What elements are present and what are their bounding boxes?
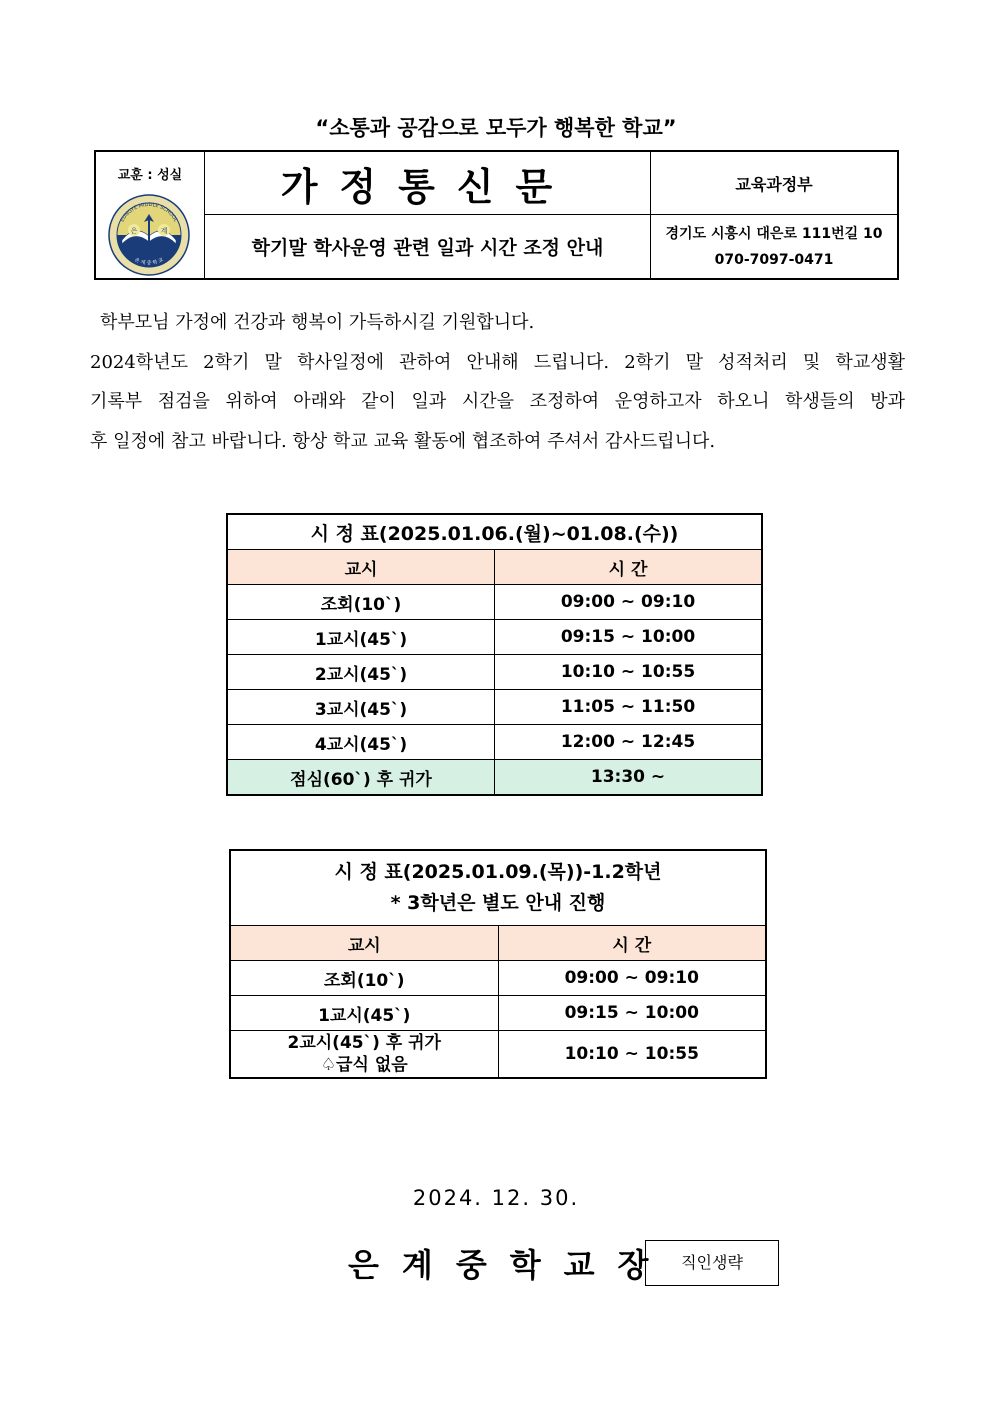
logo-bottom-text: 은 계 중 학 교 bbox=[133, 257, 165, 267]
seal-omitted-box: 직인생략 bbox=[645, 1240, 779, 1286]
column-header-time: 시 간 bbox=[498, 926, 766, 961]
column-header-time: 시 간 bbox=[495, 550, 763, 585]
newsletter-title: 가정통신문 bbox=[205, 151, 651, 215]
time-cell: 11:05 ~ 11:50 bbox=[495, 690, 763, 725]
period-cell: 4교시(45`) bbox=[227, 725, 495, 760]
period-cell: 조회(10`) bbox=[230, 961, 498, 996]
body-line: 기록부 점검을 위하여 아래와 같이 일과 시간을 조정하여 운영하고자 하오니 학생들의 방과 bbox=[90, 391, 905, 412]
period-cell bbox=[230, 1031, 498, 1079]
schedule-title: 시 정 표(2025.01.06.(월)~01.08.(수)) bbox=[227, 514, 762, 550]
table-row bbox=[227, 585, 762, 620]
time-cell: 09:00 ~ 09:10 bbox=[495, 585, 763, 620]
table-row bbox=[230, 996, 766, 1031]
table-row bbox=[227, 620, 762, 655]
table-row bbox=[227, 655, 762, 690]
letter-body bbox=[90, 303, 905, 461]
period-cell: 1교시(45`) bbox=[230, 996, 498, 1031]
period-label: 2교시(45`) 후 귀가 bbox=[287, 1033, 441, 1053]
logo-right-char: 계 bbox=[160, 227, 168, 235]
schedule-title bbox=[230, 850, 766, 926]
table-row bbox=[227, 725, 762, 760]
school-address: 경기도 시흥시 대은로 111번길 10 bbox=[665, 225, 883, 242]
department: 교육과정부 bbox=[651, 151, 899, 215]
body-line: 2024학년도 2학기 말 학사일정에 관하여 안내해 드립니다. 2학기 말 성적처리 및 학교생활 bbox=[90, 351, 905, 373]
period-cell: 조회(10`) bbox=[227, 585, 495, 620]
schedule-table-2 bbox=[229, 849, 767, 1079]
greeting-paragraph: 학부모님 가정에 건강과 행복이 가득하시길 기원합니다. bbox=[100, 312, 535, 333]
time-cell: 10:10 ~ 10:55 bbox=[495, 655, 763, 690]
schedule-title-line: 시 정 표(2025.01.09.(목))-1.2학년 bbox=[334, 861, 662, 883]
period-cell: 2교시(45`) bbox=[227, 655, 495, 690]
issue-date: 2024. 12. 30. bbox=[412, 1186, 580, 1210]
logo-top-text: EUNGYE MIDDLE SCHOOL bbox=[119, 201, 179, 224]
school-phone: 070-7097-0471 bbox=[714, 251, 834, 268]
logo-left-char: 은 bbox=[130, 227, 138, 235]
period-cell: 1교시(45`) bbox=[227, 620, 495, 655]
table-row bbox=[227, 760, 762, 796]
body-line: 후 일정에 참고 바랍니다. 항상 학교 교육 활동에 협조하여 주셔서 감사드립니다. bbox=[90, 430, 716, 452]
time-cell: 09:15 ~ 10:00 bbox=[498, 996, 766, 1031]
schedule-note-line: * 3학년은 별도 안내 진행 bbox=[390, 892, 606, 914]
time-cell: 12:00 ~ 12:45 bbox=[495, 725, 763, 760]
time-cell: 10:10 ~ 10:55 bbox=[498, 1031, 766, 1079]
schedule-table-1 bbox=[226, 513, 763, 796]
table-row bbox=[230, 1031, 766, 1079]
notice-subject: 학기말 학사운영 관련 일과 시간 조정 안내 bbox=[205, 215, 651, 280]
principal-signature: 은계중학교장 bbox=[348, 1246, 672, 1284]
logo-cell bbox=[95, 151, 205, 279]
time-cell: 13:30 ~ bbox=[495, 760, 763, 796]
column-header-period: 교시 bbox=[227, 550, 495, 585]
motto-label: 교훈 : 성실 bbox=[117, 168, 183, 183]
time-cell: 09:15 ~ 10:00 bbox=[495, 620, 763, 655]
table-row bbox=[227, 690, 762, 725]
school-emblem bbox=[108, 194, 190, 276]
table-row bbox=[230, 961, 766, 996]
period-cell: 3교시(45`) bbox=[227, 690, 495, 725]
newsletter-header bbox=[94, 150, 899, 280]
time-cell: 09:00 ~ 09:10 bbox=[498, 961, 766, 996]
school-motto: “소통과 공감으로 모두가 행복한 학교” bbox=[315, 116, 677, 140]
meal-note: ♤급식 없음 bbox=[320, 1055, 408, 1075]
column-header-period: 교시 bbox=[230, 926, 498, 961]
school-contact bbox=[651, 215, 899, 280]
period-cell: 점심(60`) 후 귀가 bbox=[227, 760, 495, 796]
